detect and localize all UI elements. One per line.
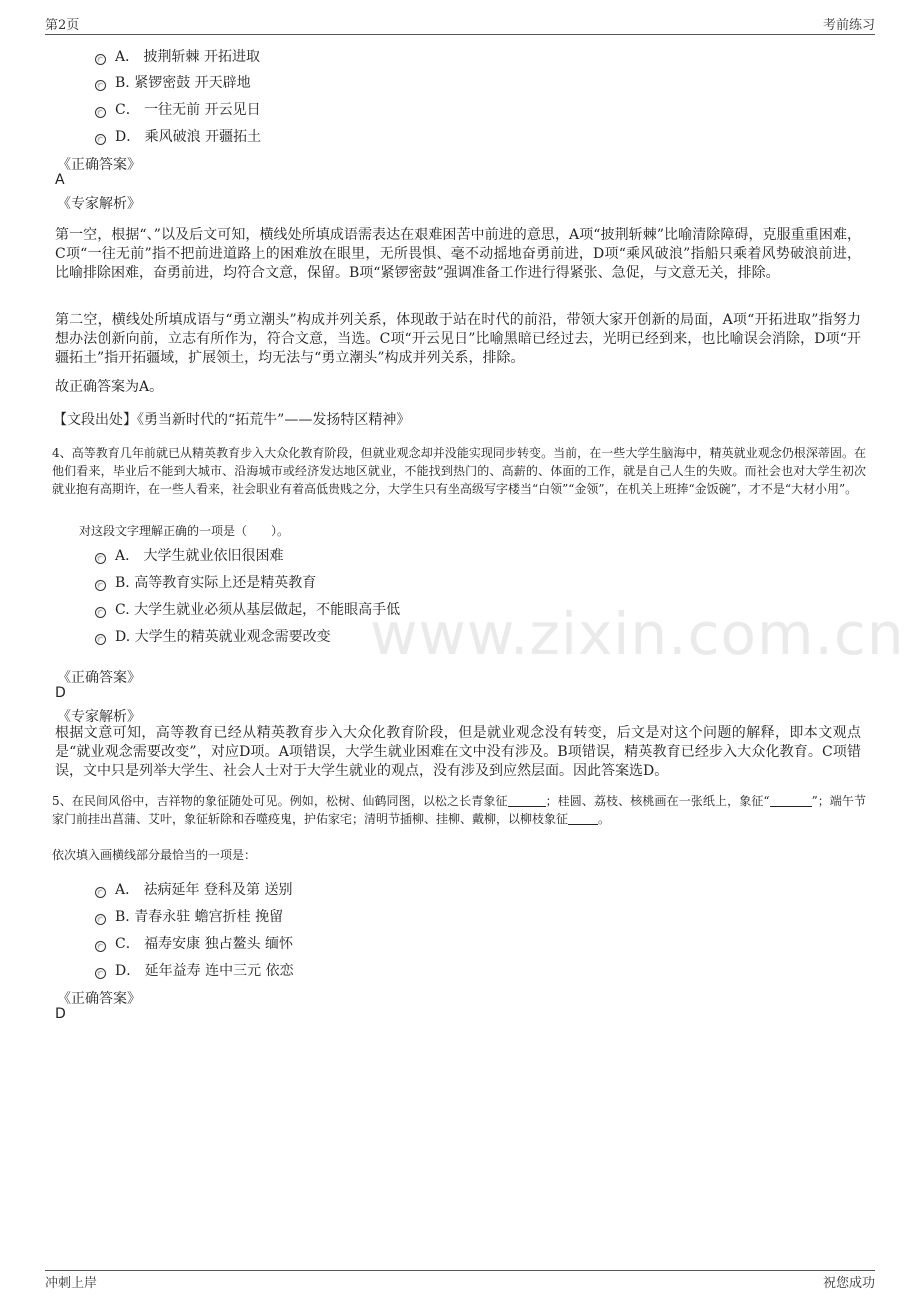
radio-icon[interactable] <box>95 107 106 118</box>
option-label: A． 大学生就业依旧很困难 <box>115 548 284 564</box>
blank-line-1 <box>508 794 546 807</box>
q4-analysis: 根据文意可知，高等教育已经从精英教育步入大众化教育阶段，但是就业观念没有转变，后文是对这个问题的解释，即本文观点是“就业观念需要改变”，对应D项。A项错误，大学生就业困难在文中没有涉及。B项错误，精英教育已经步入大众化教育。C项错误，文中只是列举大学生、社会人士对于大学生就业的观点，没有涉及到应然层面。因此答案选D。 <box>55 725 861 779</box>
q3-source: 【文段出处】《勇当新时代的“拓荒牛”——发扬特区精神》 <box>53 412 411 428</box>
radio-icon[interactable] <box>95 607 106 618</box>
q3-analysis-p1: 第一空，根据“、”以及后文可知，横线处所填成语需表达在艰难困苦中前进的意思，A项“披荆斩棘”比喻清除障碍，克服重重困难，C项“一往无前”指不把前进道路上的困难放在眼里，无所畏惧、毫不动摇地奋勇前进，D项“乘风破浪”指船只乘着风势破浪前进，比喻排除困难，奋勇前进，均符合文意，保留。B项“紧锣密鼓”强调准备工作进行得紧张、急促，与文意无关，排除。 <box>55 227 861 281</box>
q3-answer: A <box>55 172 65 188</box>
q5-answer-label: 《正确答案》 <box>57 991 141 1007</box>
option-label: C． 一往无前 开云见日 <box>115 102 261 118</box>
radio-icon[interactable] <box>95 54 106 65</box>
q3-analysis-label: 《专家解析》 <box>57 196 141 212</box>
radio-icon[interactable] <box>95 941 106 952</box>
q5-stem-part: 。 <box>598 812 611 826</box>
page-number: 第2页 <box>45 18 80 33</box>
q5-option-a[interactable] <box>95 879 292 899</box>
footer-left: 冲刺上岸 <box>45 1276 98 1291</box>
footer-right: 祝您成功 <box>822 1276 875 1291</box>
q5-question: 依次填入画横线部分最恰当的一项是： <box>52 848 257 862</box>
q4-option-c[interactable] <box>95 599 400 619</box>
option-label: C． 福寿安康 独占鳌头 缅怀 <box>115 936 294 952</box>
radio-icon[interactable] <box>95 914 106 925</box>
option-label: B. 紧锣密鼓 开天辟地 <box>115 75 251 91</box>
q5-stem-part: 5、在民间风俗中，吉祥物的象征随处可见。例如，松树、仙鹤同图，以松之长青象征 <box>52 794 508 808</box>
radio-icon[interactable] <box>95 968 106 979</box>
q4-analysis-label: 《专家解析》 <box>57 709 141 725</box>
radio-icon[interactable] <box>95 634 106 645</box>
blank-line-2 <box>770 794 812 807</box>
header-title: 考前练习 <box>822 18 875 33</box>
q5-answer: D <box>55 1006 66 1022</box>
radio-icon[interactable] <box>95 80 106 91</box>
q4-answer-label: 《正确答案》 <box>57 670 141 686</box>
option-label: A． 披荆斩棘 开拓进取 <box>115 49 261 65</box>
q5-stem-part: ；桂圆、荔枝、核桃画在一张纸上，象征“ <box>545 794 770 808</box>
q4-option-d[interactable] <box>95 626 331 646</box>
watermark: www.zixin.com.cn <box>370 600 905 668</box>
option-label: D． 乘风破浪 开疆拓土 <box>115 129 262 145</box>
q4-option-b[interactable] <box>95 572 316 592</box>
q5-option-c[interactable] <box>95 933 293 953</box>
blank-line-3 <box>568 812 598 825</box>
radio-icon[interactable] <box>95 553 106 564</box>
q5-stem <box>52 792 866 828</box>
q4-question: 对这段文字理解正确的一项是（ ）。 <box>79 524 290 538</box>
option-label: D. 大学生的精英就业观念需要改变 <box>115 629 331 645</box>
option-label: B. 青春永驻 蟾宫折桂 挽留 <box>115 909 284 925</box>
page-footer <box>45 1270 875 1299</box>
page-header <box>45 8 875 35</box>
q3-option-d[interactable] <box>95 126 261 146</box>
q4-stem: 4、高等教育几年前就已从精英教育步入大众化教育阶段，但就业观念却并没能实现同步转变。当前，在一些大学生脑海中，精英就业观念仍根深蒂固。在他们看来，毕业后不能到大城市、沿海城市或经济发达地区就业，不能找到热门的、高薪的、体面的工作，就是自己人生的失败。而社会也对大学生初次就业抱有高期许，在一些人看来，社会职业有着高低贵贱之分，大学生只有坐高级写字楼当“白领”“金领”，在机关上班捧“金饭碗”，才不是“大材小用”。 <box>52 446 866 496</box>
option-label: C. 大学生就业必须从基层做起，不能眼高手低 <box>115 602 401 618</box>
q4-answer: D <box>55 685 66 701</box>
radio-icon[interactable] <box>95 134 106 145</box>
option-label: D． 延年益寿 连中三元 依恋 <box>115 963 294 979</box>
q4-option-a[interactable] <box>95 545 284 565</box>
q3-option-a[interactable] <box>95 46 260 66</box>
q5-option-d[interactable] <box>95 960 294 980</box>
option-label: B. 高等教育实际上还是精英教育 <box>115 575 317 591</box>
q5-option-b[interactable] <box>95 906 283 926</box>
q5-stem-part: ”；端午节家门前挂出菖蒲、艾叶，象征斩除和吞噬疫鬼，护佑家宅；清明节插柳、挂柳、戴柳，以柳枝象征 <box>52 794 867 826</box>
q3-answer-label: 《正确答案》 <box>57 157 141 173</box>
q3-analysis-p2: 第二空，横线处所填成语与“勇立潮头”构成并列关系，体现敢于站在时代的前沿，带领大家开创新的局面，A项“开拓进取”指努力想办法创新向前，立志有所作为，符合文意，当选。C项“开云见日”比喻黑暗已经过去，光明已经到来，也比喻误会消除，D项“开疆拓土”指开拓疆域，扩展领土，均无法与“勇立潮头”构成并列关系，排除。 <box>55 312 861 366</box>
radio-icon[interactable] <box>95 580 106 591</box>
q3-option-c[interactable] <box>95 99 261 119</box>
q3-option-b[interactable] <box>95 72 251 92</box>
q3-conclusion: 故正确答案为A。 <box>55 379 164 395</box>
radio-icon[interactable] <box>95 887 106 898</box>
option-label: A． 祛病延年 登科及第 送别 <box>115 882 293 898</box>
